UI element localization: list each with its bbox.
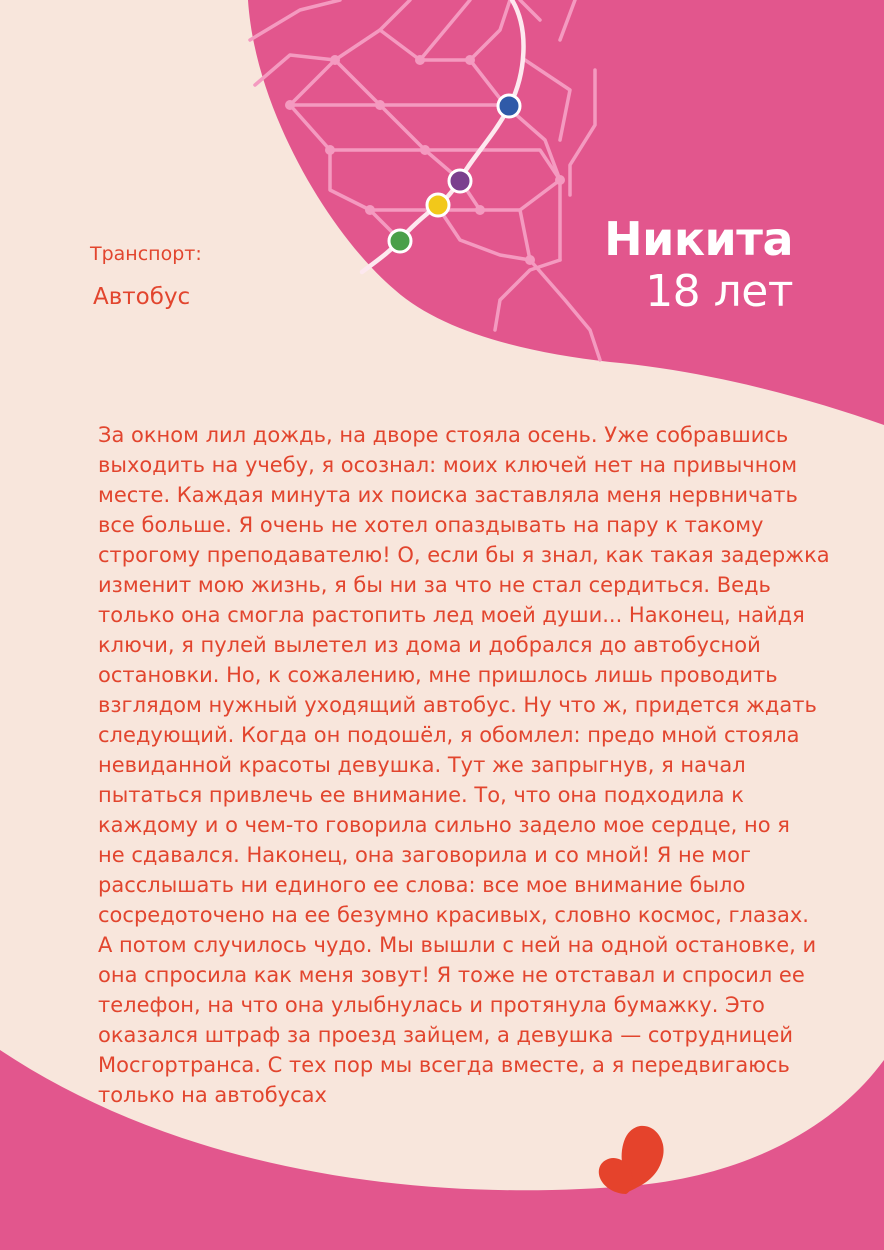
person-age: 18 лет bbox=[645, 266, 793, 317]
story-line: она спросила как меня зовут! Я тоже не отставал и спросил ее bbox=[98, 963, 805, 987]
story-line: строгому преподавателю! О, если бы я знал, как такая задержка bbox=[98, 543, 830, 567]
station-purple-icon bbox=[449, 170, 471, 192]
story-line: каждому и о чем-то говорила сильно задело мое сердце, но я bbox=[98, 813, 790, 837]
story-line: телефон, на что она улыбнулась и протянула бумажку. Это bbox=[98, 993, 765, 1017]
story-line: пытаться привлечь ее внимание. То, что она подходила к bbox=[98, 783, 744, 807]
station-green-icon bbox=[389, 230, 411, 252]
transport-value: Автобус bbox=[93, 284, 191, 310]
story-line: А потом случилось чудо. Мы вышли с ней на одной остановке, и bbox=[98, 933, 817, 957]
transport-label: Транспорт: bbox=[90, 243, 202, 265]
story-line: только она смогла растопить лед моей души... Наконец, найдя bbox=[98, 603, 805, 627]
story-line: выходить на учебу, я осознал: моих ключей нет на привычном bbox=[98, 453, 798, 477]
story-line: Мосгортранса. С тех пор мы всегда вместе, а я передвигаюсь bbox=[98, 1053, 790, 1077]
story-line: оказался штраф за проезд зайцем, а девушка — сотрудницей bbox=[98, 1023, 794, 1047]
person-name: Никита bbox=[604, 212, 793, 266]
story-line: месте. Каждая минута их поиска заставляла меня нервничать bbox=[98, 483, 798, 507]
story-text bbox=[98, 420, 830, 1110]
story-line: изменит мою жизнь, я бы ни за что не стал сердиться. Ведь bbox=[98, 573, 771, 597]
station-blue-icon bbox=[498, 95, 520, 117]
story-line: невиданной красоты девушка. Тут же запрыгнув, я начал bbox=[98, 753, 746, 777]
story-line: все больше. Я очень не хотел опаздывать на пару к такому bbox=[98, 513, 764, 537]
story-line: не сдавался. Наконец, она заговорила и со мной! Я не мог bbox=[98, 843, 752, 867]
story-line: только на автобусах bbox=[98, 1083, 327, 1107]
story-line: расслышать ни единого ее слова: все мое внимание было bbox=[98, 873, 746, 897]
story-line: За окном лил дождь, на дворе стояла осень. Уже собравшись bbox=[98, 423, 789, 447]
story-line: взглядом нужный уходящий автобус. Ну что ж, придется ждать bbox=[98, 693, 817, 717]
story-line: сосредоточено на ее безумно красивых, словно космос, глазах. bbox=[98, 903, 809, 927]
story-line: остановки. Но, к сожалению, мне пришлось лишь проводить bbox=[98, 663, 778, 687]
story-line: ключи, я пулей вылетел из дома и добрался до автобусной bbox=[98, 633, 761, 657]
station-yellow-icon bbox=[427, 194, 449, 216]
story-line: следующий. Когда он подошёл, я обомлел: предо мной стояла bbox=[98, 723, 800, 747]
